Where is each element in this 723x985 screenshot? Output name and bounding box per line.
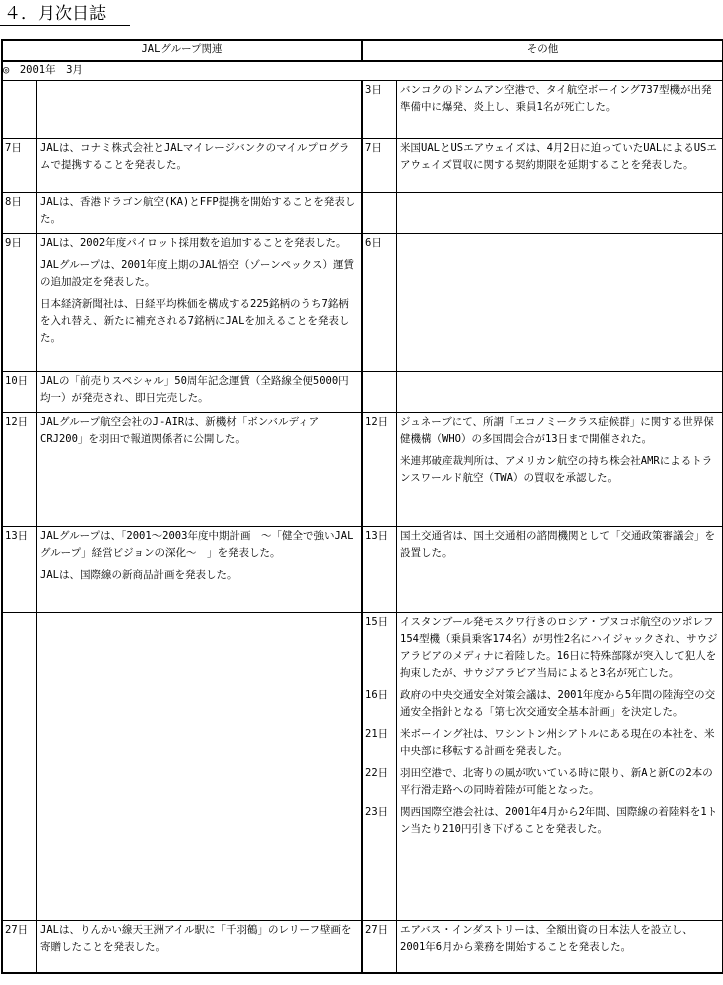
other-cell	[362, 81, 723, 139]
list-item	[3, 373, 361, 407]
list-item	[3, 528, 361, 562]
jal-group-cell	[2, 139, 362, 193]
list-item	[3, 296, 361, 347]
month-label: ◎ 2001年 3月	[2, 61, 723, 81]
list-item	[363, 453, 722, 487]
table-row	[2, 139, 723, 193]
list-item	[3, 922, 361, 956]
entry-date: 16日	[365, 689, 389, 701]
other-cell	[362, 139, 723, 193]
title-underline	[0, 25, 130, 26]
list-item	[363, 765, 722, 799]
entry-text: JALグループは、2001年度上期のJAL悟空（ゾーンペックス）運賃の追加設定を発表した。	[40, 259, 355, 288]
jal-group-cell	[2, 527, 362, 613]
jal-group-cell	[2, 921, 362, 973]
entry-date: 22日	[365, 767, 389, 779]
jal-group-cell	[2, 234, 362, 372]
list-item	[3, 235, 361, 252]
entry-date: 6日	[365, 237, 382, 249]
list-item	[363, 82, 722, 116]
entry-date: 3日	[365, 84, 382, 96]
entry-date: 12日	[5, 416, 29, 428]
page-title: ４．月次日誌	[4, 4, 106, 24]
jal-group-cell	[2, 613, 362, 921]
entry-date	[363, 453, 397, 487]
table-row	[2, 81, 723, 139]
list-item	[363, 414, 722, 448]
entry-date: 27日	[5, 924, 29, 936]
entry-text: 羽田空港で、北寄りの風が吹いている時に限り、新Aと新Cの2本の平行滑走路への同時着陸が可能となった。	[400, 767, 713, 796]
entry-text: エアバス・インダストリーは、全額出資の日本法人を設立し、2001年6月から業務を開始することを発表した。	[400, 924, 693, 953]
other-cell	[362, 372, 723, 413]
table-row	[2, 527, 723, 613]
entry-text: バンコクのドンムアン空港で、タイ航空ボーイング737型機が出発準備中に爆発、炎上し、乗員1名が死亡した。	[400, 84, 712, 113]
entry-text: JALは、国際線の新商品計画を発表した。	[40, 569, 238, 581]
entry-text: 国土交通省は、国土交通相の諮問機関として「交通政策審議会」を設置した。	[400, 530, 715, 559]
other-cell	[362, 921, 723, 973]
entry-text: JALは、香港ドラゴン航空(KA)とFFP提携を開始することを発表した。	[40, 196, 356, 225]
entry-date: 9日	[5, 237, 22, 249]
entry-text: 関西国際空港会社は、2001年4月から2年間、国際線の着陸料を1トン当たり210円引き下げることを発表した。	[400, 806, 718, 835]
entry-date	[3, 567, 37, 584]
jal-group-cell	[2, 372, 362, 413]
other-cell	[362, 527, 723, 613]
entry-text: 米国UALとUSエアウェイズは、4月2日に迫っていたUALによるUSエアウェイズ買収に関する契約期限を延期することを発表した。	[400, 142, 717, 171]
entry-text: 政府の中央交通安全対策会議は、2001年度から5年間の陸海空の交通安全指針となる「第七次交通安全基本計画」を決定した。	[400, 689, 716, 718]
list-item	[363, 804, 722, 838]
entry-text: JALの「前売りスペシャル」50周年記念運賃（全路線全便5000円均一）が発売され、即日完売した。	[40, 375, 349, 404]
entry-text: JALグループは、「2001～2003年度中期計画 ～「健全で強いJALグループ」経営ビジョンの深化～ 」を発表した。	[40, 530, 354, 559]
jal-group-cell	[2, 193, 362, 234]
entry-date: 27日	[365, 924, 389, 936]
table-row	[2, 372, 723, 413]
entry-date: 8日	[5, 196, 22, 208]
other-cell	[362, 613, 723, 921]
entry-text: JALグループ航空会社のJ-AIRは、新機材「ボンバルディアCRJ200」を羽田で報道関係者に公開した。	[40, 416, 320, 445]
other-cell	[362, 193, 723, 234]
table-row	[2, 234, 723, 372]
header-other: その他	[362, 40, 723, 61]
other-cell	[362, 234, 723, 372]
entry-text: 米ボーイング社は、ワシントン州シアトルにある現在の本社を、米中央部に移転する計画を発表した。	[400, 728, 715, 757]
entry-text: JALは、りんかい線天王洲アイル駅に「千羽鶴」のレリーフ壁画を寄贈したことを発表した。	[40, 924, 352, 953]
entry-date: 10日	[5, 375, 29, 387]
log-rows	[2, 81, 723, 973]
list-item	[363, 528, 722, 562]
list-item	[3, 567, 361, 584]
entry-date: 21日	[365, 728, 389, 740]
list-item	[3, 414, 361, 448]
entry-date: 13日	[365, 530, 389, 542]
table-row	[2, 413, 723, 527]
entry-date: 15日	[365, 616, 389, 628]
list-item	[363, 687, 722, 721]
entry-text: イスタンブール発モスクワ行きのロシア・ブヌコボ航空のツポレフ154型機（乗員乗客174名）が男性2名にハイジャックされ、サウジアラビアのメディナに着陸した。16日に特殊部隊が突入して犯人を拘束したが、サウジアラビア当局によると3名が死亡した。	[400, 616, 718, 679]
entry-text: 米連邦破産裁判所は、アメリカン航空の持ち株会社AMRによるトランスワールド航空（TWA）の買収を承認した。	[400, 455, 713, 484]
entry-date: 23日	[365, 806, 389, 818]
table-row	[2, 193, 723, 234]
jal-group-cell	[2, 413, 362, 527]
list-item	[3, 257, 361, 291]
list-item	[363, 614, 722, 682]
jal-group-cell	[2, 81, 362, 139]
monthly-log-table	[1, 39, 723, 974]
list-item	[3, 140, 361, 174]
entry-text: JALは、コナミ株式会社とJALマイレージバンクのマイルプログラムで提携することを発表した。	[40, 142, 350, 171]
list-item	[363, 235, 722, 252]
list-item	[3, 194, 361, 228]
entry-date: 13日	[5, 530, 29, 542]
list-item	[363, 726, 722, 760]
header-jal-group: JALグループ関連	[2, 40, 362, 61]
entry-text: JALは、2002年度パイロット採用数を追加することを発表した。	[40, 237, 347, 249]
list-item	[363, 140, 722, 174]
entry-date: 7日	[365, 142, 382, 154]
entry-text: 日本経済新聞社は、日経平均株価を構成する225銘柄のうち7銘柄を入れ替え、新たに補充される7銘柄にJALを加えることを発表した。	[40, 298, 350, 344]
table-row	[2, 613, 723, 921]
entry-date: 12日	[365, 416, 389, 428]
table-row	[2, 921, 723, 973]
other-cell	[362, 413, 723, 527]
entry-text	[397, 235, 722, 252]
entry-date	[3, 296, 37, 347]
entry-date: 7日	[5, 142, 22, 154]
list-item	[363, 922, 722, 956]
entry-text: ジュネーブにて、所謂「エコノミークラス症候群」に関する世界保健機構（WHO）の多国間会合が13日まで開催された。	[400, 416, 714, 445]
entry-date	[3, 257, 37, 291]
